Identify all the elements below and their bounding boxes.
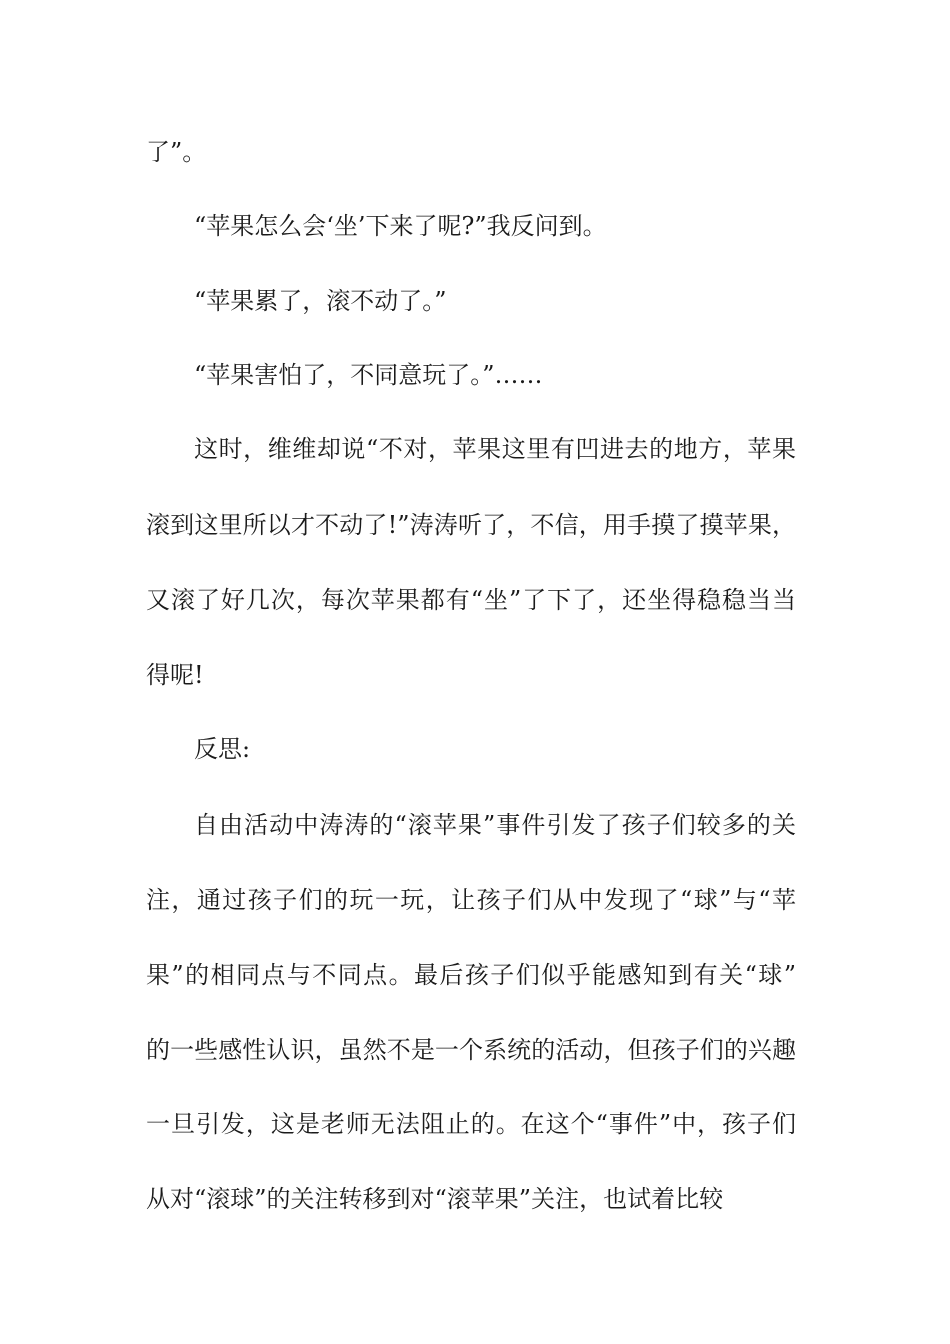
text-line: 滚到这里所以才不动了!”涛涛听了，不信，用手摸了摸苹果， — [146, 511, 796, 539]
text-line: 了”。 — [146, 138, 207, 166]
text-line: “苹果累了，滚不动了。” — [194, 287, 447, 315]
text-line: 注，通过孩子们的玩一玩，让孩子们从中发现了“球”与“苹 — [146, 886, 796, 914]
section-heading: 反思: — [194, 735, 251, 763]
text-line: 得呢! — [146, 661, 204, 689]
text-line: 果”的相同点与不同点。最后孩子们似乎能感知到有关“球” — [146, 961, 796, 989]
text-line: “苹果害怕了，不同意玩了。”…… — [194, 361, 543, 389]
text-line: 又滚了好几次，每次苹果都有“坐”了下了，还坐得稳稳当当 — [146, 586, 796, 614]
text-line: 一旦引发，这是老师无法阻止的。在这个“事件”中，孩子们 — [146, 1110, 796, 1138]
text-line: 从对“滚球”的关注转移到对“滚苹果”关注，也试着比较 — [146, 1185, 724, 1213]
text-line: “苹果怎么会‘坐’下来了呢?”我反问到。 — [194, 212, 607, 240]
text-line: 这时，维维却说“不对，苹果这里有凹进去的地方，苹果 — [194, 435, 796, 463]
text-line: 的一些感性认识，虽然不是一个系统的活动，但孩子们的兴趣 — [146, 1036, 796, 1064]
text-line: 自由活动中涛涛的“滚苹果”事件引发了孩子们较多的关 — [194, 811, 796, 839]
